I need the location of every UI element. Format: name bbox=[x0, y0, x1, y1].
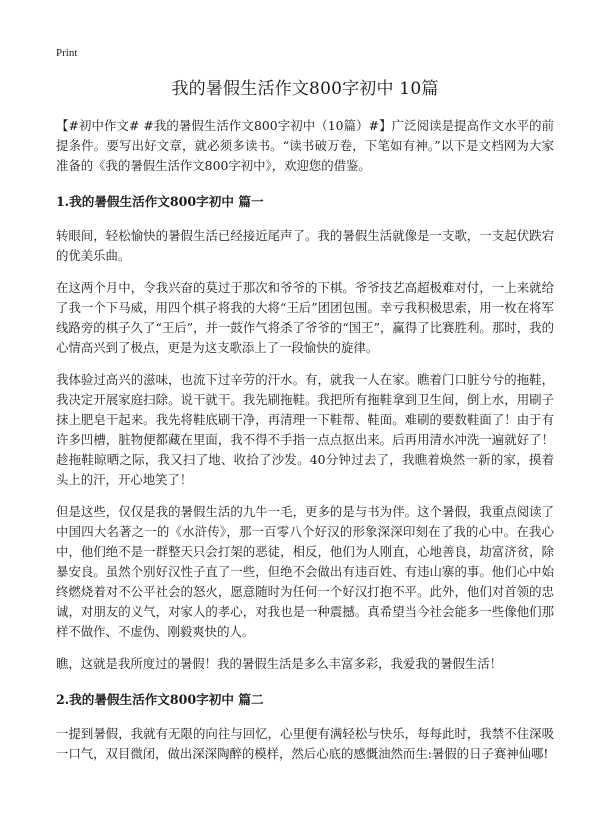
section-2-paragraph-1: 一提到暑假，我就有无限的向往与回忆，心里便有满轻松与快乐，每每此时，我禁不住深吸一口气，双目微闭，做出深深陶醉的模样，然后心底的感慨油然而生:暑假的日子赛神仙哪! bbox=[56, 726, 554, 761]
section-heading-2: 2.我的暑假生活作文800字初中 篇二 bbox=[56, 692, 264, 707]
section-1-paragraph-1: 转眼间，轻松愉快的暑假生活已经接近尾声了。我的暑假生活就像是一支歌，一支起伏跌宕的优美乐曲。 bbox=[56, 228, 554, 263]
section-heading-1: 1.我的暑假生活作文800字初中 篇一 bbox=[56, 194, 264, 209]
print-link[interactable]: Print bbox=[56, 47, 78, 59]
section-1-paragraph-5: 瞧，这就是我所度过的暑假！我的暑假生活是多么丰富多彩，我爱我的暑假生活！ bbox=[56, 656, 503, 671]
section-1-paragraph-3: 我体验过高兴的滋味，也流下过辛劳的汗水。有，就我一人在家。瞧着门口脏兮兮的拖鞋，我决定开展家庭扫除。说干就干。我先刷拖鞋。我把所有拖鞋拿到卫生间，倒上水，用刷子抹上肥皂干起来。我先将鞋底刷干净，再清理一下鞋帮、鞋面。难刷的要数鞋面了！由于有许多凹槽，脏物便都藏在里面，我不得不手指一点点抠出来。后再用清水冲洗一遍就好了！趁拖鞋晾晒之际，我又扫了地、收拾了沙发。40分钟过去了，我瞧着焕然一新的家，摸着头上的汗，开心地笑了！ bbox=[56, 372, 554, 487]
section-1-paragraph-2: 在这两个月中，令我兴奋的莫过于那次和爷爷的下棋。爷爷技艺高超极难对付，一上来就给了我一个下马威，用四个棋子将我的大将“王后”团团包围。幸亏我积极思索，用一枚在将军线路旁的棋子久了“王后”，并一鼓作气将杀了爷爷的“国王”，赢得了比赛胜利。那时，我的心情高兴到了极点，更是为这支歌添上了一段愉快的旋律。 bbox=[56, 280, 554, 355]
section-1-paragraph-4: 但是这些，仅仅是我的暑假生活的九牛一毛，更多的是与书为伴。这个暑假，我重点阅读了中国四大名著之一的《水浒传》，那一百零八个好汉的形象深深印刻在了我的心中。在我心中，他们绝不是一群整天只会打架的恶徒，相反，他们为人刚直，心地善良，劫富济贫，除暴安良。虽然个别好汉性子直了一些，但绝不会做出有违百姓、有违山寨的事。他们心中始终燃烧着对不公平社会的怒火，愿意随时为任何一个好汉打抱不平。此外，他们对首领的忠诚，对朋友的义气，对家人的孝心，对我也是一种震撼。真希望当今社会能多一些像他们那样不做作、不虚伪、刚毅爽快的人。 bbox=[56, 504, 554, 639]
intro-paragraph: 【#初中作文# #我的暑假生活作文800字初中（10篇）#】广泛阅读是提高作文水平的前提条件。要写出好文章，就必须多读书。“读书破万卷，下笔如有神。”以下是文档网为大家准备的《我的暑假生活作文800字初中》，欢迎您的借鉴。 bbox=[56, 118, 554, 173]
page-title: 我的暑假生活作文800字初中 10篇 bbox=[171, 79, 439, 99]
